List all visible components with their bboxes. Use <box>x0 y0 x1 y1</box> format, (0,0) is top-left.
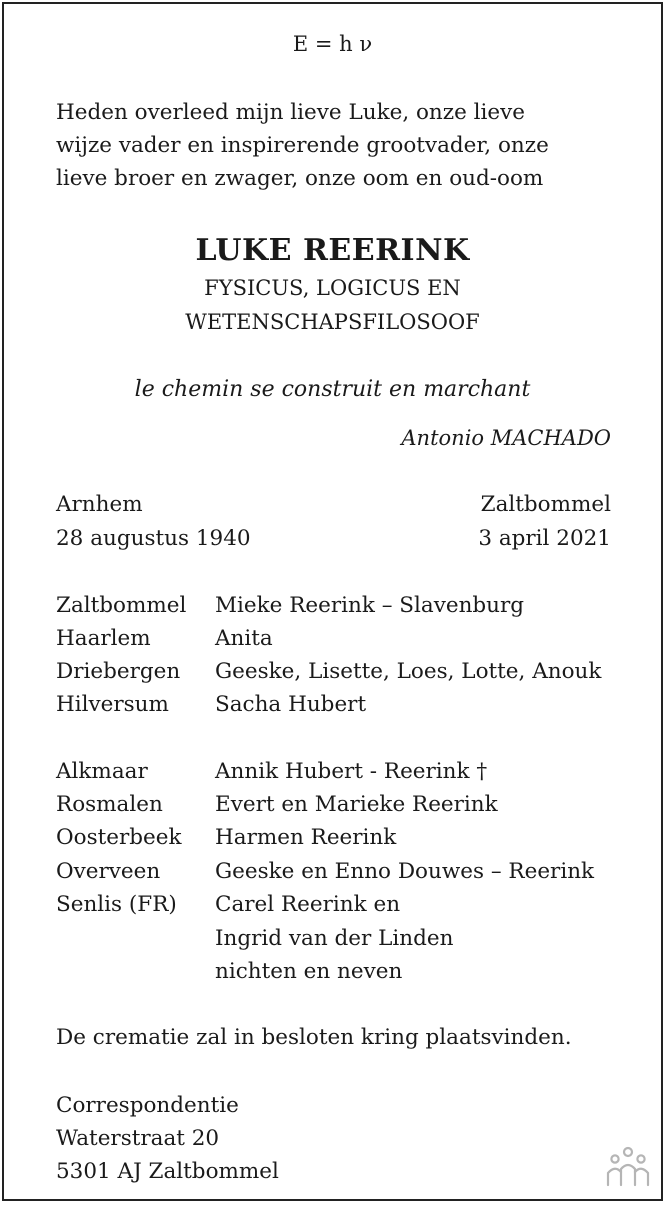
birth-place: Arnhem <box>56 492 143 517</box>
family-place: Zaltbommel <box>56 593 187 618</box>
quote-author: Antonio MACHADO <box>401 426 611 450</box>
intro-line: Heden overleed mijn lieve Luke, onze lieve <box>56 100 526 125</box>
family-place: Overveen <box>56 859 161 884</box>
correspondence-city: 5301 AJ Zaltbommel <box>56 1159 279 1184</box>
deceased-title-line2: WETENSCHAPSFILOSOOF <box>185 310 480 334</box>
birth-date: 28 augustus 1940 <box>56 526 251 551</box>
family-place: Driebergen <box>56 659 181 684</box>
dates-row <box>56 528 611 554</box>
cremation-notice: De crematie zal in besloten kring plaatsvinden. <box>56 1025 572 1050</box>
people-group-icon <box>603 1145 653 1187</box>
correspondence-street: Waterstraat 20 <box>56 1126 220 1151</box>
family-names: Geeske en Enno Douwes – Reerink <box>215 859 595 884</box>
family-names: Anita <box>215 626 273 651</box>
death-place: Zaltbommel <box>480 492 611 517</box>
correspondence-label: Correspondentie <box>56 1093 239 1118</box>
family-names: Carel Reerink en <box>215 892 401 917</box>
family-place: Hilversum <box>56 692 169 717</box>
family-names: Evert en Marieke Reerink <box>215 792 498 817</box>
intro-line: lieve broer en zwager, onze oom en oud-oom <box>56 166 544 191</box>
family-names: Sacha Hubert <box>215 692 367 717</box>
family-names: nichten en neven <box>215 959 403 984</box>
family-place: Haarlem <box>56 626 151 651</box>
obituary-card <box>2 2 663 1201</box>
quote-text: le chemin se construit en marchant <box>134 377 531 402</box>
family-names: Harmen Reerink <box>215 825 397 850</box>
formula: E = h ν <box>292 32 373 56</box>
deceased-title-line1: FYSICUS, LOGICUS EN <box>204 276 461 300</box>
family-place: Alkmaar <box>56 759 148 784</box>
family-names: Annik Hubert - Reerink † <box>215 759 488 784</box>
family-place: Senlis (FR) <box>56 892 177 917</box>
family-names: Mieke Reerink – Slavenburg <box>215 593 525 618</box>
deceased-name: LUKE REERINK <box>195 233 470 268</box>
death-date: 3 april 2021 <box>478 526 611 551</box>
family-names: Geeske, Lisette, Loes, Lotte, Anouk <box>215 659 602 684</box>
family-names: Ingrid van der Linden <box>215 926 454 951</box>
family-place: Rosmalen <box>56 792 163 817</box>
family-place: Oosterbeek <box>56 825 182 850</box>
intro-text <box>56 96 616 195</box>
intro-line: wijze vader en inspirerende grootvader, onze <box>56 133 549 158</box>
places-row <box>56 494 611 520</box>
